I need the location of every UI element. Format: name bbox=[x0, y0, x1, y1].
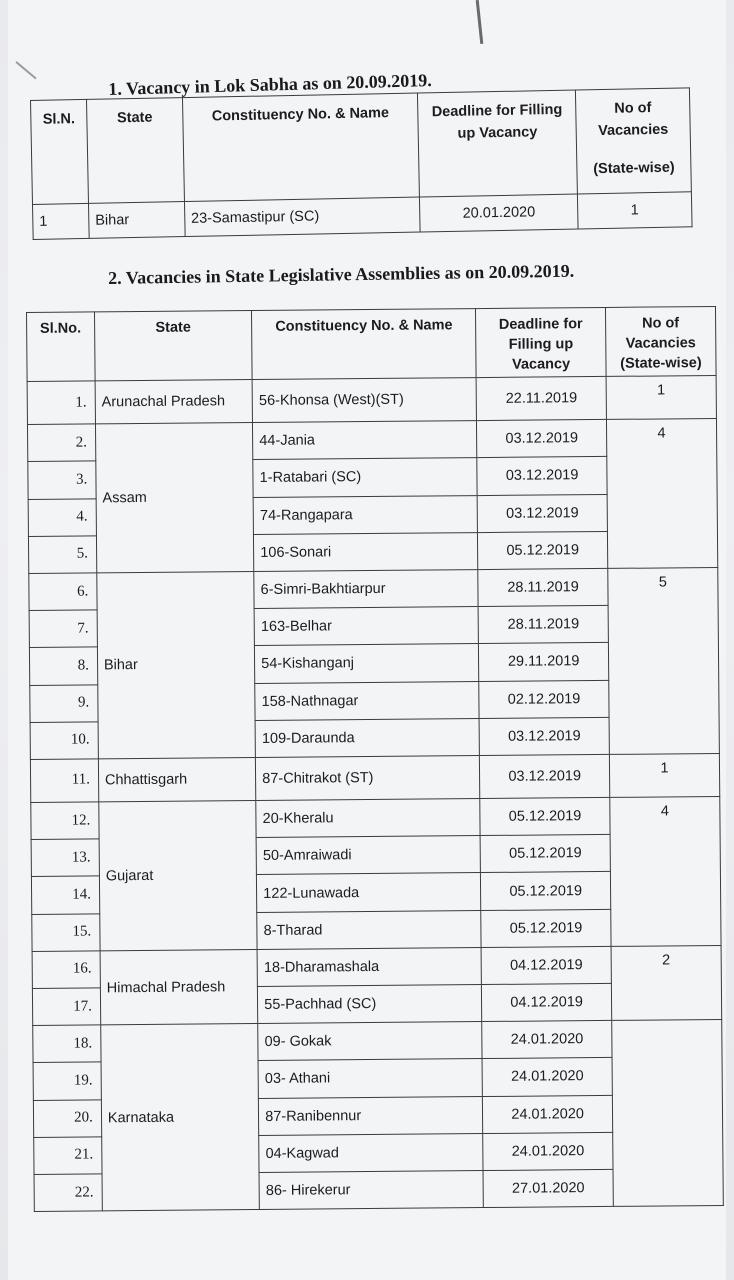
cell-deadline: 03.12.2019 bbox=[480, 754, 610, 798]
cell-deadline: 27.01.2020 bbox=[483, 1169, 613, 1207]
cell-vacancies: 1 bbox=[606, 375, 716, 419]
cell-deadline: 05.12.2019 bbox=[480, 835, 610, 873]
cell-state: Bihar bbox=[88, 202, 184, 239]
table-row bbox=[29, 567, 718, 610]
cell-deadline: 04.12.2019 bbox=[481, 946, 611, 984]
cell-constituency: 56-Khonsa (West)(ST) bbox=[252, 378, 477, 423]
header-constituency: Constituency No. & Name bbox=[252, 309, 477, 380]
cell-state: Chhattisgarh bbox=[98, 757, 256, 802]
header-sl: Sl.No. bbox=[27, 312, 95, 382]
header-sl: Sl.N. bbox=[31, 99, 89, 204]
cell-sl: 20. bbox=[33, 1099, 101, 1137]
cell-constituency: 106-Sonari bbox=[254, 532, 478, 571]
cell-deadline: 05.12.2019 bbox=[481, 909, 611, 947]
cell-deadline: 02.12.2019 bbox=[479, 680, 609, 718]
cell-sl: 1. bbox=[27, 381, 95, 425]
cell-sl: 13. bbox=[31, 839, 99, 877]
cell-state: Karnataka bbox=[101, 1024, 260, 1211]
header-deadline: Deadline for Filling up Vacancy bbox=[418, 90, 578, 197]
cell-deadline: 03.12.2019 bbox=[477, 420, 607, 458]
cell-deadline: 03.12.2019 bbox=[477, 457, 607, 495]
cell-sl: 21. bbox=[34, 1137, 102, 1175]
header-vacancies bbox=[575, 88, 691, 194]
cell-constituency: 6-Simri-Bakhtiarpur bbox=[254, 570, 478, 609]
cell-constituency: 87-Ranibennur bbox=[259, 1096, 483, 1135]
table-header-row bbox=[31, 88, 692, 205]
cell-sl: 15. bbox=[32, 914, 100, 952]
assembly-table-body bbox=[27, 375, 723, 1211]
cell-state: Arunachal Pradesh bbox=[95, 380, 253, 425]
cell-deadline: 04.12.2019 bbox=[482, 983, 612, 1021]
cell-deadline: 05.12.2019 bbox=[480, 797, 610, 835]
cell-deadline: 20.01.2020 bbox=[420, 194, 578, 232]
cell-deadline: 05.12.2019 bbox=[478, 531, 608, 569]
cell-constituency: 87-Chitrakot (ST) bbox=[256, 755, 481, 800]
header-constituency: Constituency No. & Name bbox=[182, 93, 420, 202]
cell-state: Himachal Pradesh bbox=[100, 949, 258, 1025]
cell-deadline: 24.01.2020 bbox=[483, 1095, 613, 1133]
cell-constituency: 86- Hirekerur bbox=[259, 1170, 483, 1209]
table-row bbox=[27, 375, 716, 424]
cell-vacancies: 5 bbox=[608, 567, 720, 754]
cell-constituency: 18-Dharamashala bbox=[257, 947, 481, 986]
cell-deadline: 29.11.2019 bbox=[479, 643, 609, 681]
cell-constituency: 122-Lunawada bbox=[257, 873, 481, 912]
cell-constituency: 54-Kishanganj bbox=[255, 644, 479, 683]
cell-sl: 10. bbox=[30, 722, 98, 760]
cell-sl: 14. bbox=[31, 876, 99, 914]
cell-constituency: 03- Athani bbox=[258, 1059, 482, 1098]
cell-vacancies: 1 bbox=[577, 192, 692, 229]
cell-vacancies: 1 bbox=[609, 753, 719, 797]
section1-heading: 1. Vacancy in Lok Sabha as on 20.09.2019. bbox=[108, 69, 433, 99]
cell-deadline: 03.12.2019 bbox=[477, 494, 607, 532]
cell-constituency: 55-Pachhad (SC) bbox=[258, 985, 482, 1024]
header-vacancies: No of Vacancies (State-wise) bbox=[605, 306, 716, 376]
cell-constituency: 23-Samastipur (SC) bbox=[184, 197, 420, 237]
cell-constituency: 109-Daraunda bbox=[255, 718, 479, 757]
cell-vacancies: 4 bbox=[610, 797, 721, 947]
header-vacancies-line1: No of Vacancies bbox=[598, 100, 669, 140]
cell-constituency: 163-Belhar bbox=[254, 607, 478, 646]
cell-vacancies: 4 bbox=[606, 419, 717, 569]
table-row bbox=[27, 419, 716, 462]
table-row bbox=[33, 1020, 722, 1063]
cell-sl: 3. bbox=[28, 461, 96, 499]
cell-state: Bihar bbox=[97, 571, 256, 758]
cell-sl: 12. bbox=[31, 802, 99, 840]
cell-sl: 16. bbox=[32, 951, 100, 989]
cell-deadline: 24.01.2020 bbox=[482, 1021, 612, 1059]
cell-sl: 17. bbox=[32, 988, 100, 1026]
cell-constituency: 50-Amraiwadi bbox=[256, 836, 480, 875]
cell-sl: 19. bbox=[33, 1062, 101, 1100]
cell-sl: 9. bbox=[30, 684, 98, 722]
cell-deadline: 28.11.2019 bbox=[478, 606, 608, 644]
section2-heading: 2. Vacancies in State Legislative Assemblies as on 20.09.2019. bbox=[108, 260, 575, 288]
cell-deadline: 24.01.2020 bbox=[483, 1132, 613, 1170]
cell-deadline: 03.12.2019 bbox=[479, 717, 609, 755]
cell-sl: 5. bbox=[28, 536, 96, 574]
cell-constituency: 8-Tharad bbox=[257, 910, 481, 949]
header-state: State bbox=[94, 311, 252, 381]
cell-constituency: 09- Gokak bbox=[258, 1022, 482, 1061]
lok-sabha-vacancy-table bbox=[30, 87, 693, 240]
cell-sl: 8. bbox=[29, 647, 97, 685]
table-row bbox=[32, 945, 721, 988]
cell-deadline: 28.11.2019 bbox=[478, 568, 608, 606]
cell-sl: 1 bbox=[33, 203, 90, 239]
cell-state: Assam bbox=[95, 423, 254, 573]
header-deadline: Deadline for Filling up Vacancy bbox=[476, 307, 606, 377]
cell-constituency: 74-Rangapara bbox=[253, 495, 477, 534]
header-vacancies-line2: (State-wise) bbox=[593, 159, 675, 178]
cell-sl: 4. bbox=[28, 498, 96, 536]
cell-sl: 11. bbox=[30, 759, 98, 803]
table-row bbox=[31, 797, 720, 840]
assembly-vacancy-table bbox=[26, 306, 724, 1212]
cell-deadline: 22.11.2019 bbox=[476, 376, 606, 420]
cell-constituency: 1-Ratabari (SC) bbox=[253, 458, 477, 497]
table-row bbox=[30, 753, 719, 802]
cell-deadline: 24.01.2020 bbox=[482, 1058, 612, 1096]
cell-sl: 6. bbox=[29, 573, 97, 611]
cell-sl: 22. bbox=[34, 1174, 102, 1212]
cell-sl: 18. bbox=[33, 1025, 101, 1063]
cell-vacancies bbox=[612, 1020, 724, 1207]
table-header-row bbox=[27, 306, 717, 381]
header-state: State bbox=[86, 98, 184, 204]
cell-sl: 2. bbox=[27, 424, 95, 462]
cell-constituency: 158-Nathnagar bbox=[255, 681, 479, 720]
cell-state: Gujarat bbox=[99, 801, 258, 951]
cell-vacancies: 2 bbox=[611, 945, 722, 1020]
cell-deadline: 05.12.2019 bbox=[481, 872, 611, 910]
cell-constituency: 04-Kagwad bbox=[259, 1133, 483, 1172]
cell-constituency: 20-Kheralu bbox=[256, 799, 480, 838]
cell-sl: 7. bbox=[29, 610, 97, 648]
cell-constituency: 44-Jania bbox=[253, 421, 477, 460]
